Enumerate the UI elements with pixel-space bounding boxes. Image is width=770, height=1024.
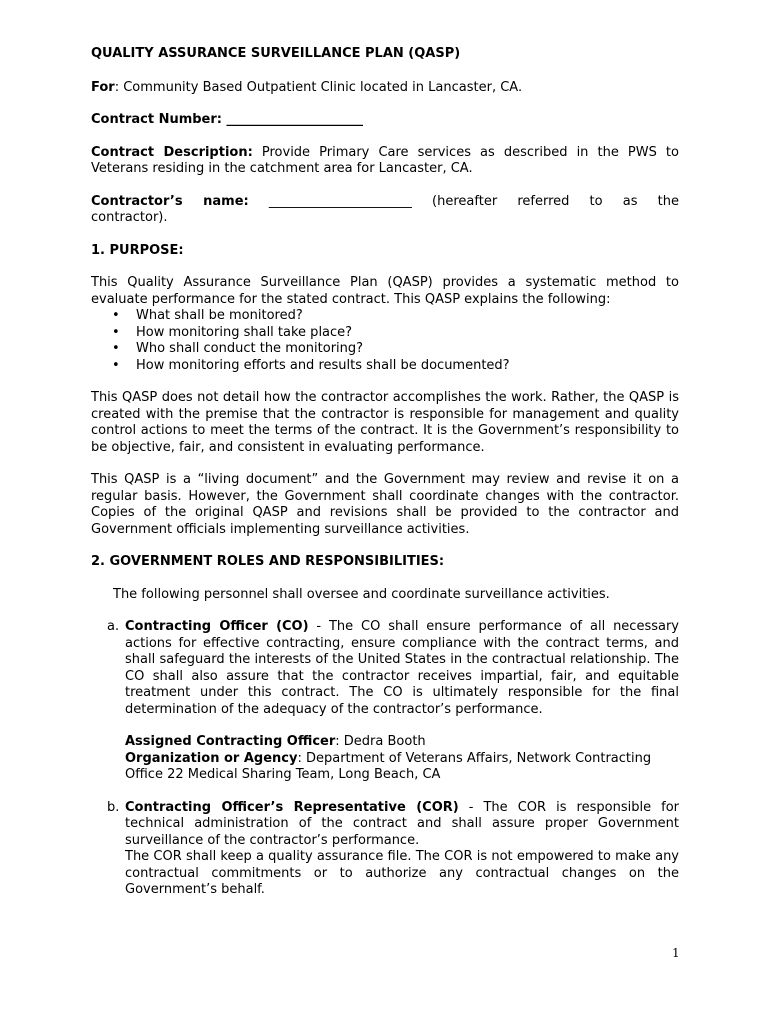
item-a-title: Contracting Officer (CO) — [125, 619, 309, 634]
section-2-heading: 2. GOVERNMENT ROLES AND RESPONSIBILITIES: — [91, 554, 445, 569]
item-b-letter: b. — [107, 799, 120, 815]
contract-description-label: Contract Description: — [91, 144, 253, 160]
page-number: 1 — [672, 946, 680, 960]
for-line — [91, 80, 679, 97]
organization-label: Organization or Agency — [125, 750, 298, 766]
organization-value: : Department of Veterans Affairs, Network Contracting Office 22 Medical Sharing Team, Long Beach, CA — [125, 750, 652, 782]
list-item: • How monitoring efforts and results shall be documented? — [136, 358, 679, 375]
purpose-bullet-list — [91, 308, 679, 374]
section-1-paragraph-2: This QASP does not detail how the contractor accomplishes the work. Rather, the QASP is created with the premise that the contractor is responsible for management and quality control actions to meet the terms of the contract. It is the Government’s responsibility to be objective, fair, and consistent in evaluating performance. — [91, 390, 679, 455]
contractor-name-value: ______________________ (hereafter referred to as the contractor). — [91, 193, 679, 225]
for-label: For — [91, 79, 115, 95]
list-item: • What shall be monitored? — [136, 308, 679, 325]
item-b-cor — [91, 800, 679, 899]
assigned-co-block — [91, 734, 679, 784]
section-1-paragraph-3: This QASP is a “living document” and the Government may review and revise it on a regular basis. However, the Government shall coordinate changes with the contractor. Copies of the original QASP and revisions shall be provided to the contractor and Government officials implementing surveillance activities. — [91, 472, 679, 537]
item-b-para-2: The COR shall keep a quality assurance file. The COR is not empowered to make any contractual commitments or to authorize any contractual changes on the Government’s behalf. — [125, 849, 679, 897]
list-item: • How monitoring shall take place? — [136, 325, 679, 342]
item-a-contracting-officer — [91, 619, 679, 718]
list-item: • Who shall conduct the monitoring? — [136, 341, 679, 358]
item-a-text: - The CO shall ensure performance of all necessary actions for effective contracting, ensure compliance with the contract terms, and shall safeguard the interests of the United States in the contractual relationship. The CO shall also assure that the contractor receives impartial, fair, and equitable treatment under this contract. The CO is ultimately responsible for the final determination of the adequacy of the contractor’s performance. — [125, 619, 679, 717]
contractor-name-label: Contractor’s name: — [91, 193, 249, 209]
section-2-intro: The following personnel shall oversee and coordinate surveillance activities. — [113, 586, 610, 602]
item-a-letter: a. — [107, 619, 120, 634]
organization-line — [125, 751, 679, 784]
section-1-intro: This Quality Assurance Surveillance Plan (QASP) provides a systematic method to evaluate performance for the stated contract. This QASP explains the following: — [91, 275, 679, 307]
section-1-heading: 1. PURPOSE: — [91, 242, 184, 258]
assigned-co-line — [125, 734, 679, 751]
contract-number-label: Contract Number: _____________________ — [91, 112, 364, 127]
assigned-co-label: Assigned Contracting Officer — [125, 734, 336, 749]
document-page — [91, 46, 679, 899]
item-b-para-1 — [125, 800, 679, 850]
for-value: : Community Based Outpatient Clinic located in Lancaster, CA. — [114, 79, 523, 95]
contract-description-value: Provide Primary Care services as described in the PWS to Veterans residing in the catchment area for Lancaster, CA. — [91, 144, 679, 176]
item-b-text: - The COR is responsible for technical administration of the contract and shall assure proper Government surveillance of the contractor’s performance. — [125, 799, 679, 848]
assigned-co-value: : Dedra Booth — [335, 734, 426, 749]
item-b-title: Contracting Officer’s Representative (COR) — [125, 799, 459, 815]
contract-description — [91, 145, 679, 178]
contract-number-line — [91, 112, 679, 129]
contractor-name — [91, 194, 679, 227]
document-title: QUALITY ASSURANCE SURVEILLANCE PLAN (QASP) — [91, 46, 461, 61]
